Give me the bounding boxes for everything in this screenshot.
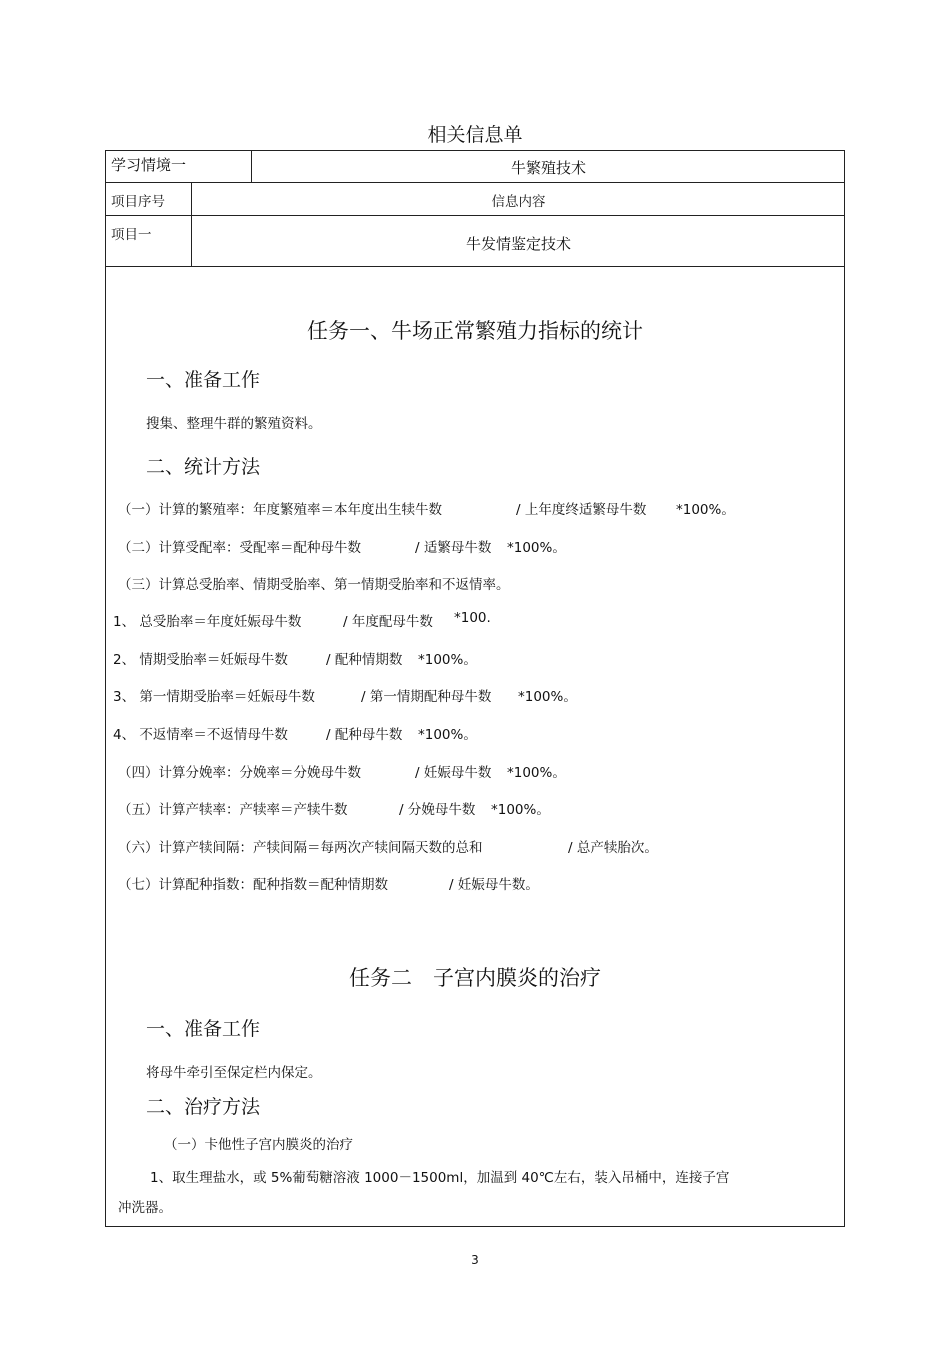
task2-method-heading: 二、治疗方法 <box>146 1096 261 1118</box>
formula-line: / 配种母牛数 <box>326 727 403 743</box>
row3-label: 项目一 <box>111 227 152 243</box>
formula-line: *100%。 <box>418 727 477 743</box>
formula-line: 1、 总受胎率＝年度妊娠母牛数 <box>113 614 302 630</box>
formula-line: / 妊娠母牛数 <box>415 765 492 781</box>
formula-line: / 适繁母牛数 <box>415 540 492 556</box>
task1-prep-text: 搜集、整理牛群的繁殖资料。 <box>146 416 322 432</box>
formula-line: / 配种情期数 <box>326 652 403 668</box>
formula-line: 3、 第一情期受胎率＝妊娠母牛数 <box>113 689 315 705</box>
formula-line: / 第一情期配种母牛数 <box>361 689 492 705</box>
formula-line: *100. <box>454 610 491 626</box>
page-number: 3 <box>471 1253 479 1267</box>
formula-line: （三）计算总受胎率、情期受胎率、第一情期受胎率和不返情率。 <box>118 577 510 593</box>
row3-value: 牛发情鉴定技术 <box>465 235 571 253</box>
formula-line: （四）计算分娩率：分娩率＝分娩母牛数 <box>118 765 361 781</box>
formula-line: 4、 不返情率＝不返情母牛数 <box>113 727 288 743</box>
task1-prep-heading: 一、准备工作 <box>146 369 261 391</box>
document-title: 相关信息单 <box>427 124 523 146</box>
row1-value: 牛繁殖技术 <box>510 159 586 177</box>
formula-line: *100%。 <box>418 652 477 668</box>
task2-step1: 1、取生理盐水，或 5%葡萄糖溶液 1000－1500ml，加温到 40℃左右，装入吊桶中，连接子宫 <box>150 1170 730 1186</box>
formula-line: *100%。 <box>518 689 577 705</box>
task1-title: 任务一、牛场正常繁殖力指标的统计 <box>307 319 643 343</box>
formula-line: / 上年度终适繁母牛数 <box>516 502 647 518</box>
task2-sub1: （一）卡他性子宫内膜炎的治疗 <box>164 1137 353 1153</box>
formula-line: *100%。 <box>507 765 566 781</box>
formula-line: / 年度配母牛数 <box>343 614 433 630</box>
formula-line: *100%。 <box>676 502 735 518</box>
table-divider <box>105 266 845 267</box>
formula-line: （七）计算配种指数：配种指数＝配种情期数 <box>118 877 388 893</box>
formula-line: *100%。 <box>507 540 566 556</box>
task2-prep-text: 将母牛牵引至保定栏内保定。 <box>146 1065 322 1081</box>
formula-line: （五）计算产犊率：产犊率＝产犊牛数 <box>118 802 348 818</box>
task1-method-heading: 二、统计方法 <box>146 456 261 478</box>
task2-title: 任务二 子宫内膜炎的治疗 <box>349 966 601 990</box>
row1-label: 学习情境一 <box>111 156 187 174</box>
formula-line: （一）计算的繁殖率：年度繁殖率＝本年度出生犊牛数 <box>118 502 442 518</box>
formula-line: （六）计算产犊间隔：产犊间隔＝每两次产犊间隔天数的总和 <box>118 840 483 856</box>
table-divider <box>105 215 845 216</box>
formula-line: / 总产犊胎次。 <box>568 840 658 856</box>
row2-value: 信息内容 <box>491 194 546 210</box>
formula-line: 2、 情期受胎率＝妊娠母牛数 <box>113 652 288 668</box>
formula-line: / 分娩母牛数 <box>399 802 476 818</box>
row2-label: 项目序号 <box>111 194 165 210</box>
formula-line: *100%。 <box>491 802 550 818</box>
table-divider <box>105 182 845 183</box>
task2-step1-cont: 冲洗器。 <box>118 1200 172 1216</box>
task2-prep-heading: 一、准备工作 <box>146 1018 261 1040</box>
formula-line: / 妊娠母牛数。 <box>449 877 539 893</box>
formula-line: （二）计算受配率：受配率＝配种母牛数 <box>118 540 361 556</box>
